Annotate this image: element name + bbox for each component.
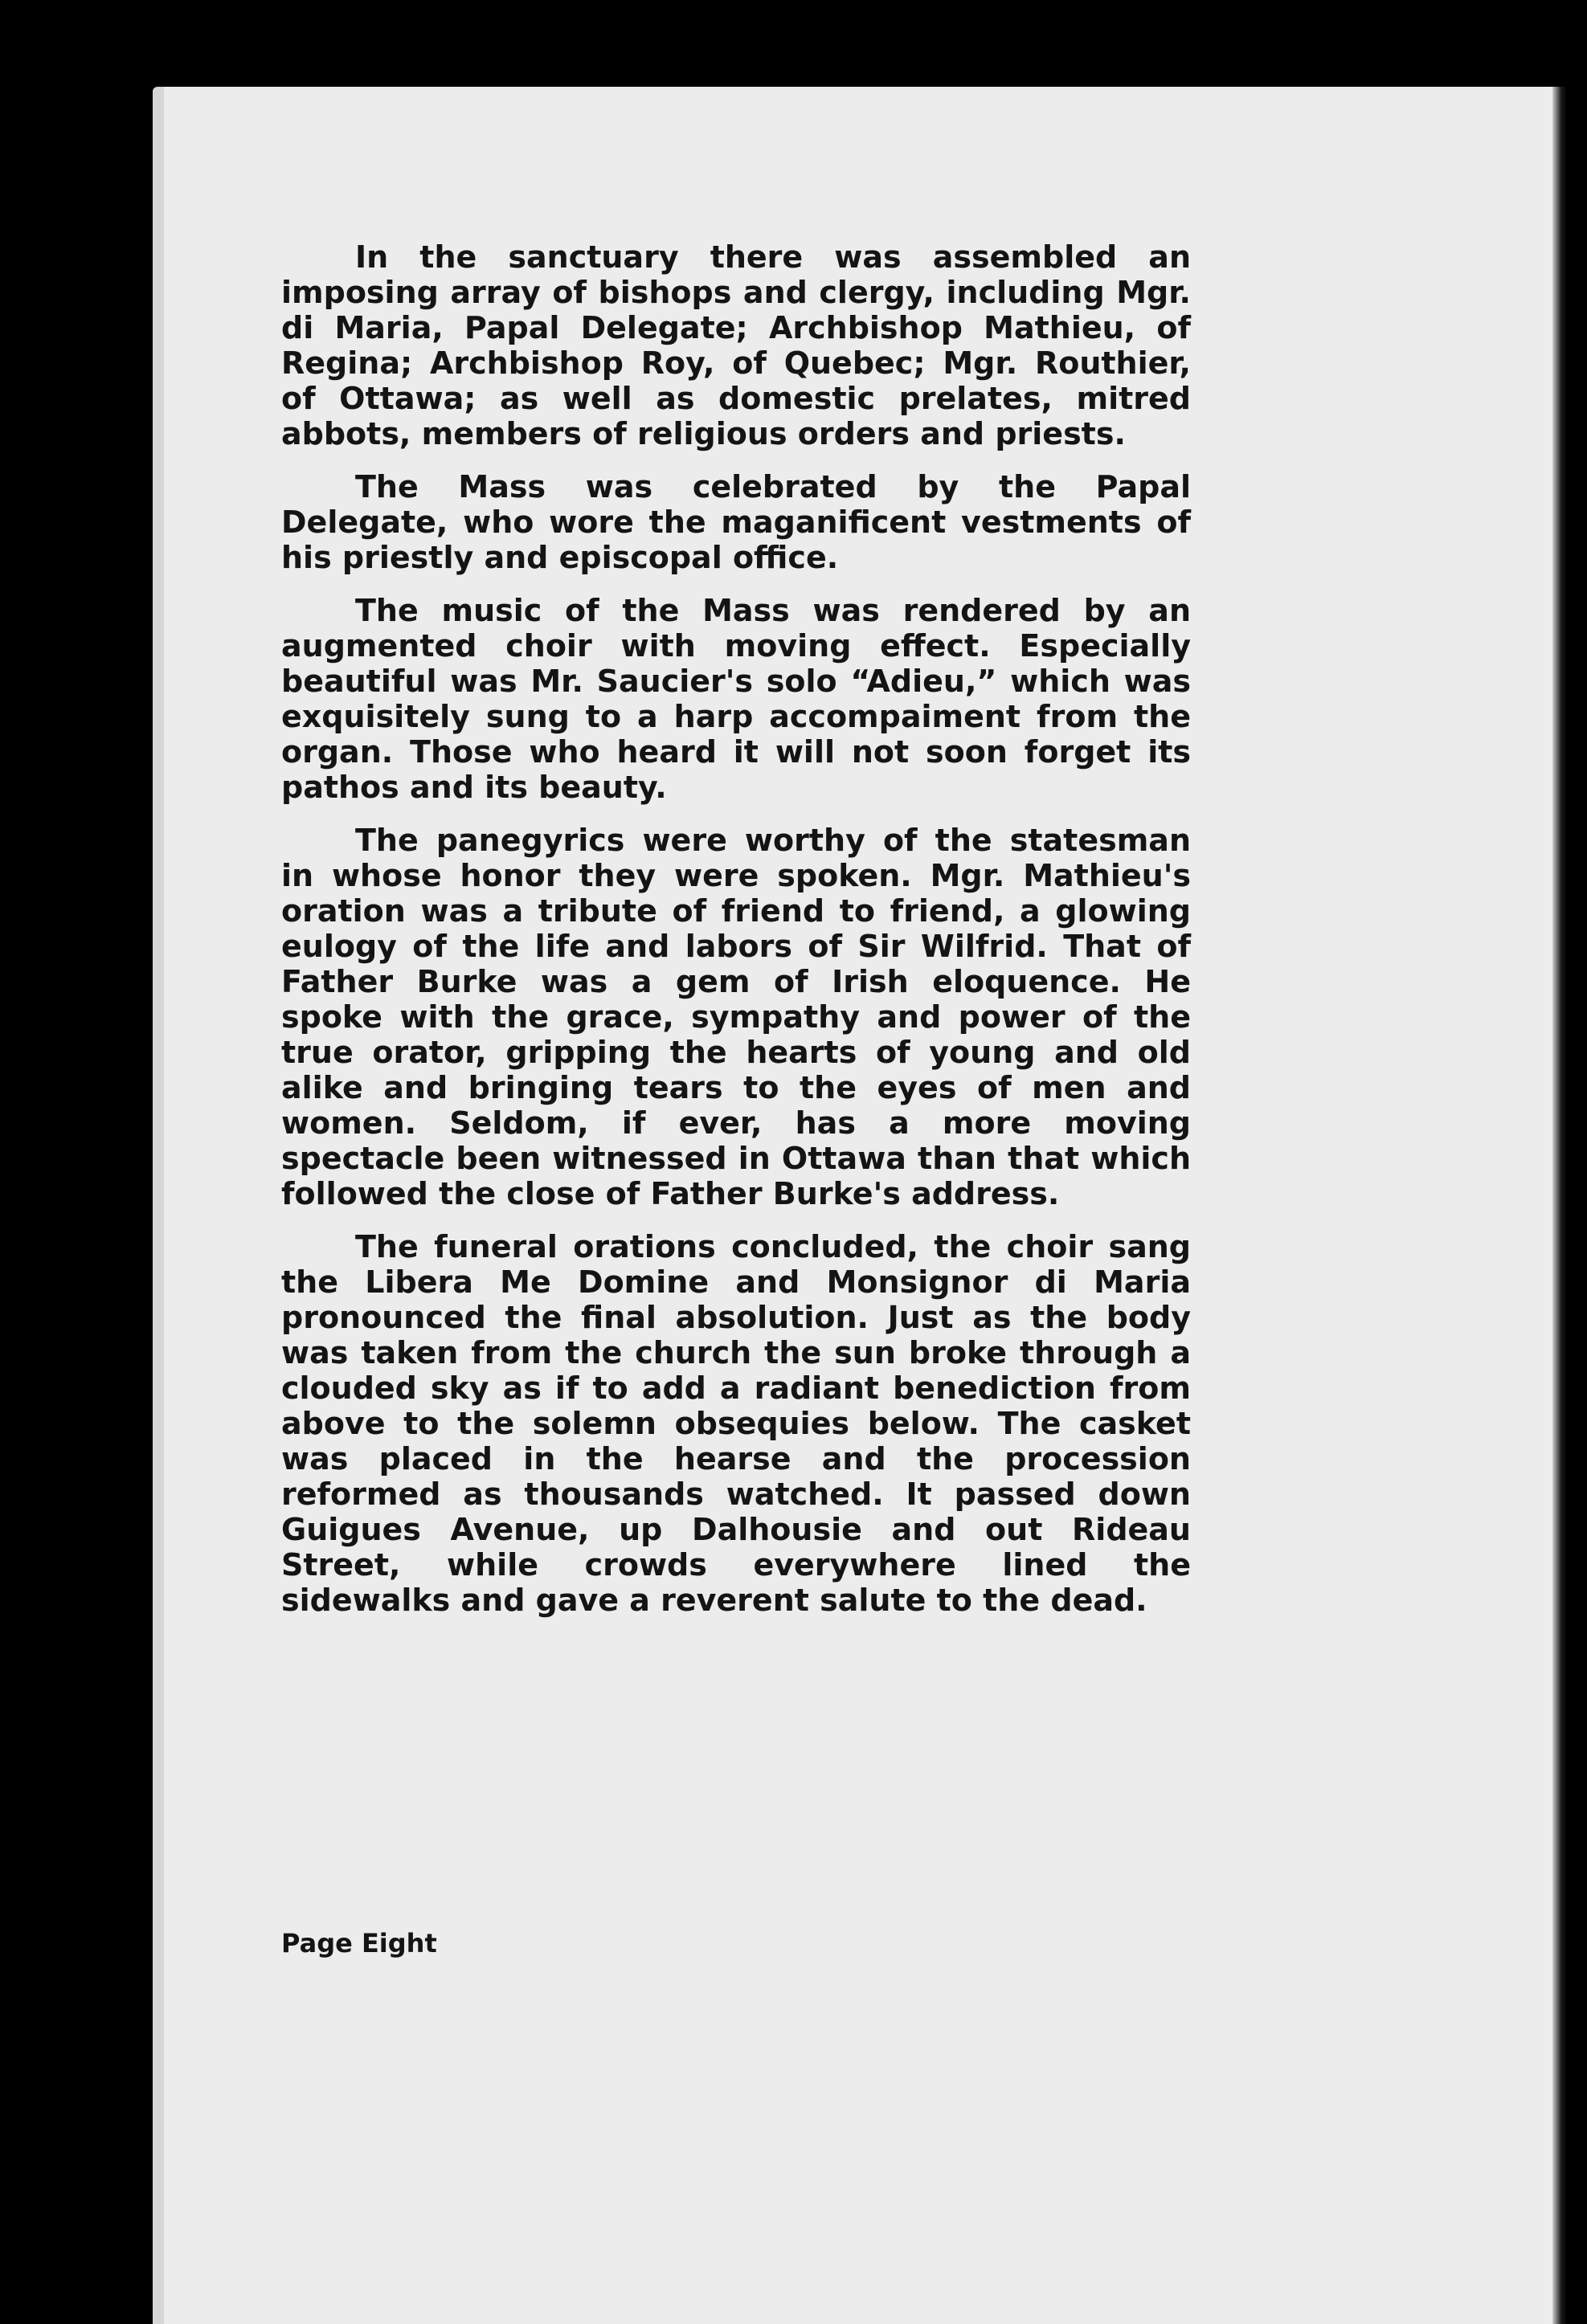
page-binding-edge: [1552, 87, 1567, 2324]
paragraph-panegyrics: The panegyrics were worthy of the statesman in whose honor they were spoken. Mgr. Mathieu's oration was a tribute of friend to friend, a glowing eulogy of the life and labors of Sir Wilfrid. That of Father Burke was a gem of Irish eloquence. He spoke with the grace, sympathy and power of the true orator, gripping the hearts of young and old alike and bringing tears to the eyes of men and women. Seldom, if ever, has a more moving spectacle been witnessed in Ottawa than that which followed the close of Father Burke's address.: [281, 823, 1191, 1211]
body-text: [281, 239, 1191, 1636]
page-number: Page Eight: [281, 1928, 437, 1958]
paragraph-sanctuary: In the sanctuary there was assembled an imposing array of bishops and clergy, including Mgr. di Maria, Papal Delegate; Archbishop Mathieu, of Regina; Archbishop Roy, of Quebec; Mgr. Routhier, of Ottawa; as well as domestic prelates, mitred abbots, members of religious orders and priests.: [281, 239, 1191, 451]
paragraph-music: The music of the Mass was rendered by an augmented choir with moving effect. Especially beautiful was Mr. Saucier's solo “Adieu,” which was exquisitely sung to a harp accompaiment from the organ. Those who heard it will not soon forget its pathos and its beauty.: [281, 593, 1191, 805]
paragraph-mass: The Mass was celebrated by the Papal Delegate, who wore the maganificent vestments of his priestly and episcopal office.: [281, 469, 1191, 575]
paragraph-funeral: The funeral orations concluded, the choir sang the Libera Me Domine and Monsignor di Maria pronounced the final absolution. Just as the body was taken from the church the sun broke through a clouded sky as if to add a radiant benediction from above to the solemn obsequies below. The casket was placed in the hearse and the procession reformed as thousands watched. It passed down Guigues Avenue, up Dalhousie and out Rideau Street, while crowds everywhere lined the sidewalks and gave a reverent salute to the dead.: [281, 1229, 1191, 1618]
